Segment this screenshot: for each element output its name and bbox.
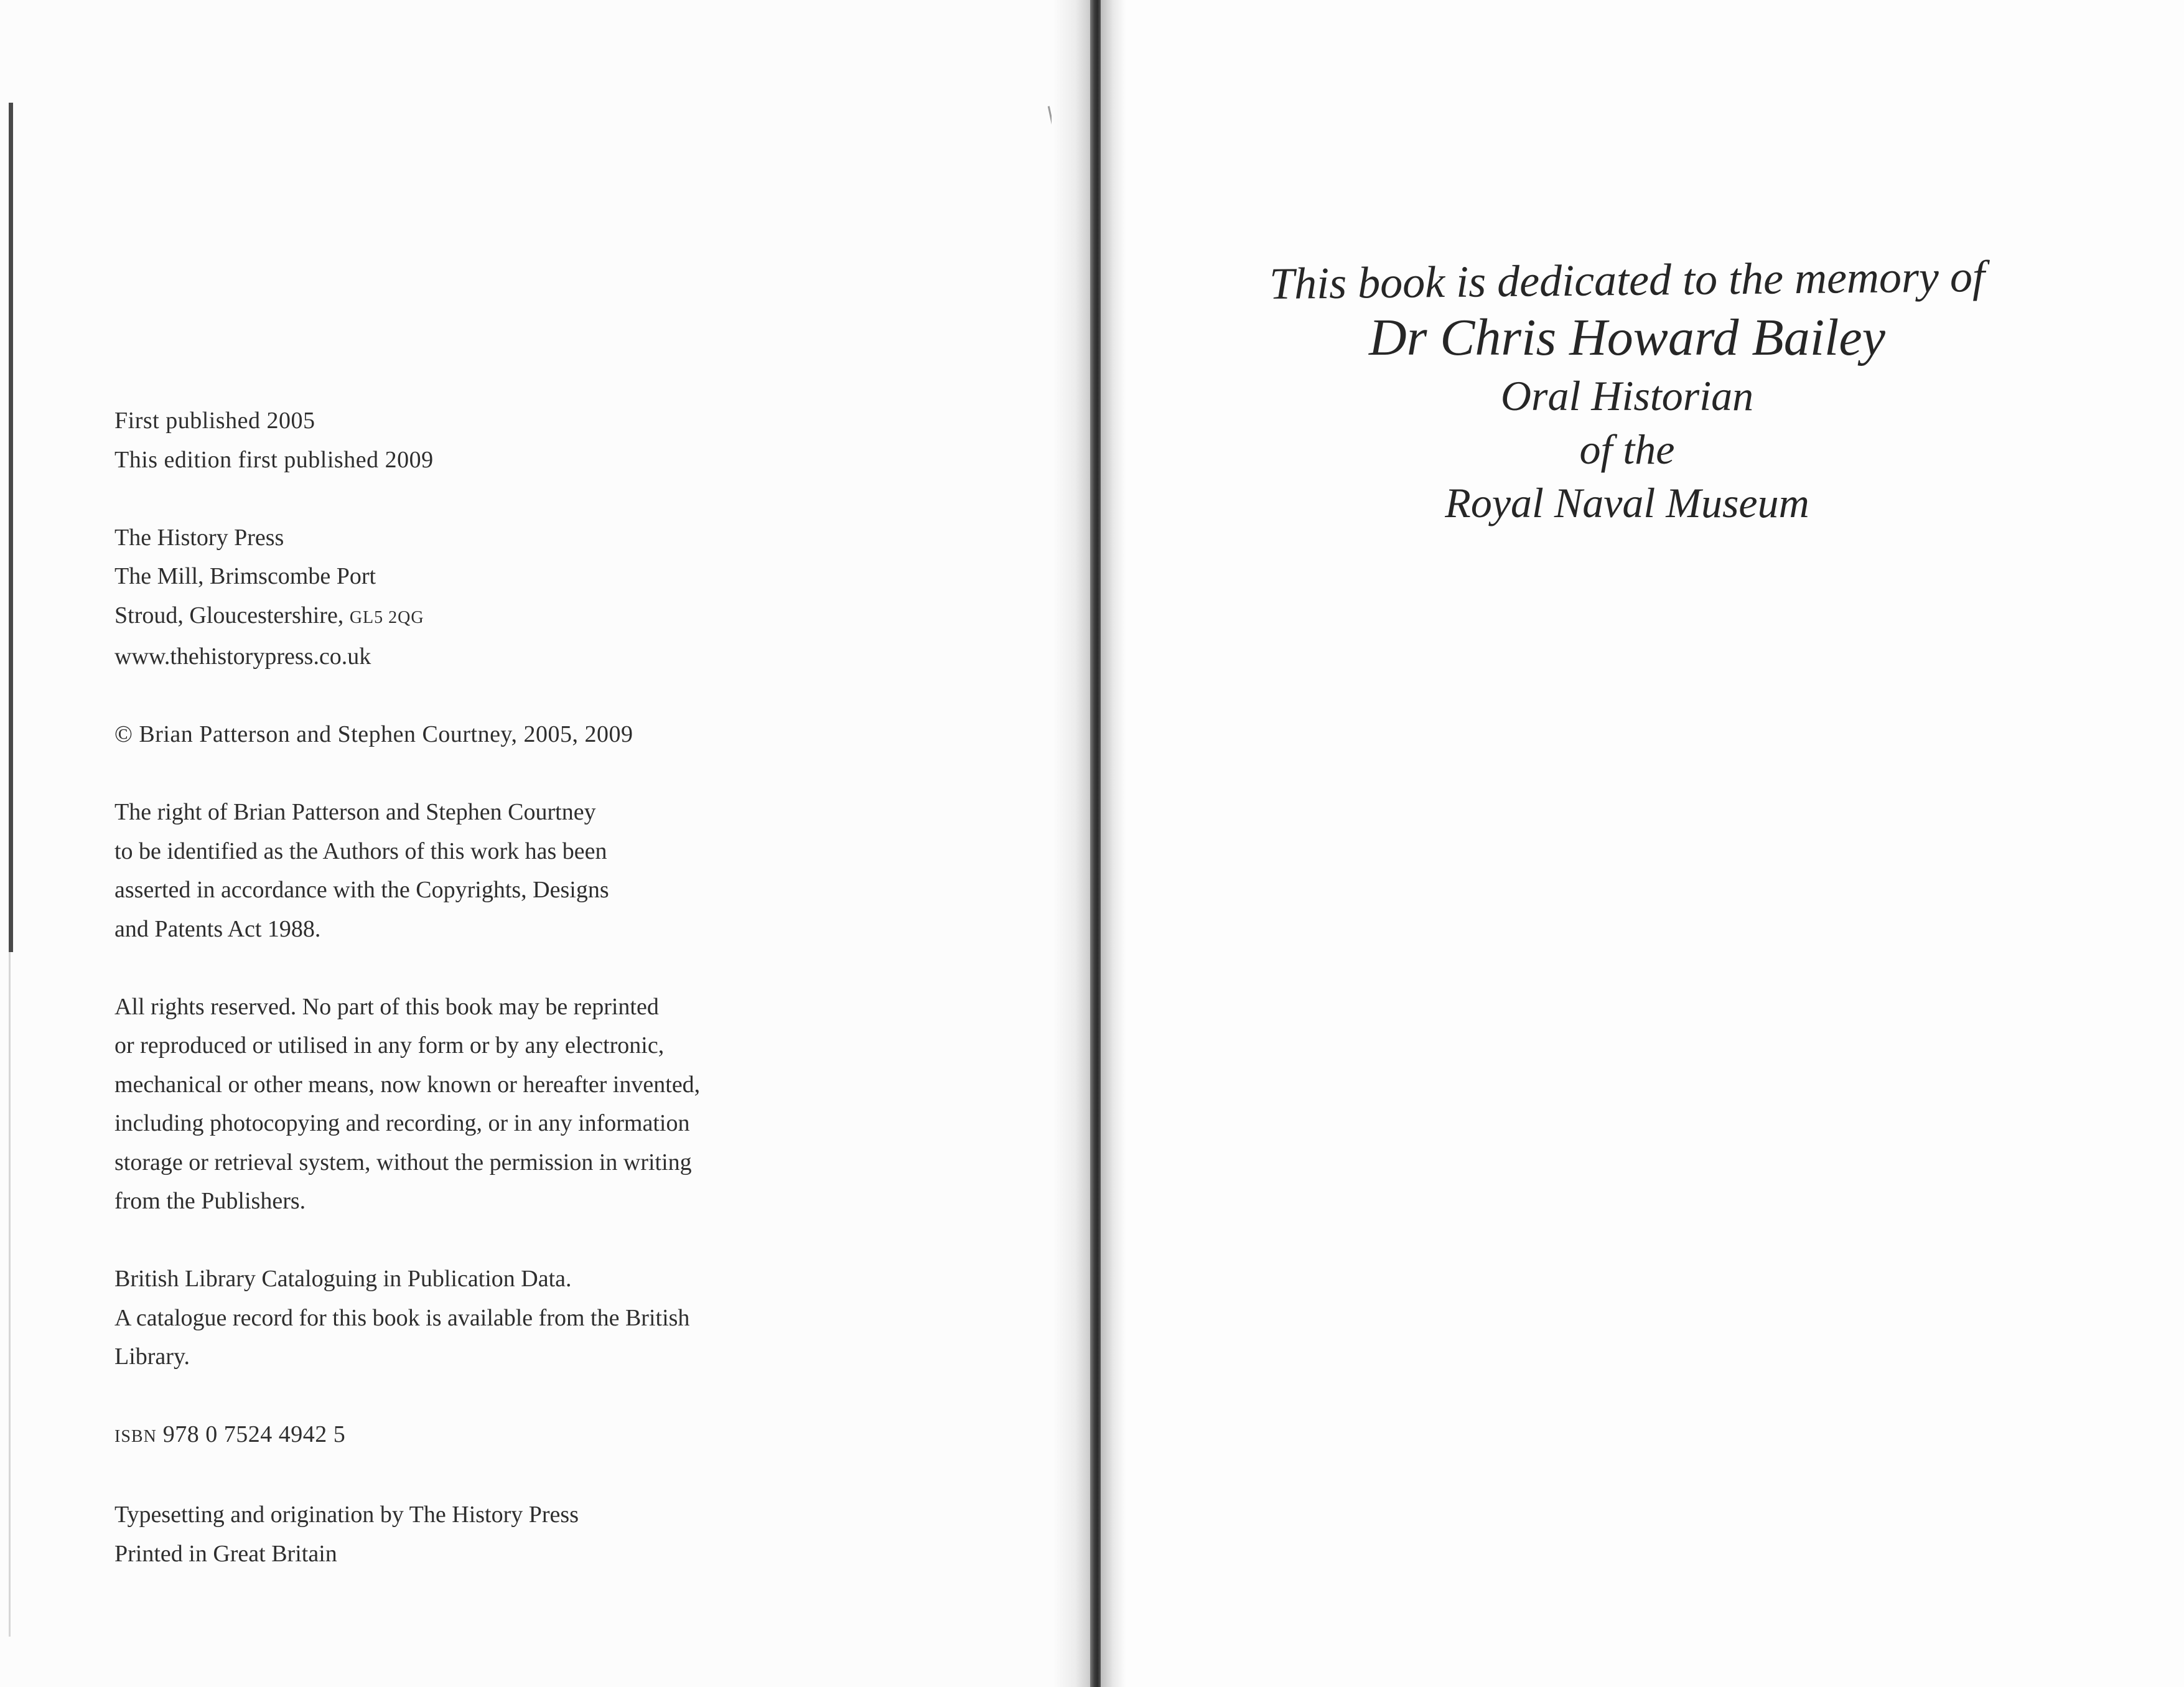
dedication-of-the: of the xyxy=(1579,426,1675,473)
all-rights-line: or reproduced or utilised in any form or by any electronic, xyxy=(114,1032,665,1058)
publisher-address-line1: The Mill, Brimscombe Port xyxy=(114,563,376,589)
dedication-intro: This book is dedicated to the memory of xyxy=(1269,251,1986,309)
typesetting-line: Typesetting and origination by The History Press xyxy=(114,1502,579,1528)
publication-history xyxy=(114,401,799,479)
isbn-label: ISBN xyxy=(114,1427,157,1446)
scan-edge-line xyxy=(9,103,13,952)
first-published: First published 2005 xyxy=(114,408,315,434)
publisher-town: Stroud, Gloucestershire, xyxy=(114,602,350,629)
isbn-number: 978 0 7524 4942 5 xyxy=(156,1421,346,1447)
copyright-line: © Brian Patterson and Stephen Courtney, 2005, 2009 xyxy=(114,721,633,747)
publisher-name: The History Press xyxy=(114,524,284,551)
production-paragraph xyxy=(114,1495,799,1573)
cataloguing-line: Library. xyxy=(114,1344,190,1370)
cataloguing-paragraph xyxy=(114,1259,799,1376)
isbn-paragraph xyxy=(114,1415,799,1457)
moral-rights-line: asserted in accordance with the Copyrights, Designs xyxy=(114,877,609,903)
scan-edge-faint xyxy=(9,952,11,1637)
all-rights-paragraph xyxy=(114,988,799,1221)
all-rights-line: including photocopying and recording, or in any information xyxy=(114,1110,690,1136)
printed-line: Printed in Great Britain xyxy=(114,1540,337,1567)
moral-rights-paragraph xyxy=(114,793,799,948)
dedicatee-role: Oral Historian xyxy=(1500,372,1754,419)
cataloguing-line: A catalogue record for this book is available from the British xyxy=(114,1304,690,1331)
moral-rights-line: to be identified as the Authors of this work has been xyxy=(114,838,607,864)
copyright-block xyxy=(114,401,799,1573)
dedicatee-institution: Royal Naval Museum xyxy=(1445,479,1809,526)
publisher-address-line2 xyxy=(114,596,799,638)
dedicatee-name: Dr Chris Howard Bailey xyxy=(1369,309,1885,367)
publisher-address xyxy=(114,518,799,676)
edition-published: This edition first published 2009 xyxy=(114,446,434,473)
all-rights-line: from the Publishers. xyxy=(114,1188,306,1214)
publisher-postcode: GL5 2QG xyxy=(349,607,424,627)
dedication-block xyxy=(1213,252,2041,530)
moral-rights-line: and Patents Act 1988. xyxy=(114,915,321,942)
isbn-line xyxy=(114,1415,799,1457)
cataloguing-line: British Library Cataloguing in Publication Data. xyxy=(114,1266,572,1292)
moral-rights-line: The right of Brian Patterson and Stephen Courtney xyxy=(114,799,596,825)
copyright-notice xyxy=(114,715,799,754)
publisher-website: www.thehistorypress.co.uk xyxy=(114,643,371,670)
all-rights-line: storage or retrieval system, without the permission in writing xyxy=(114,1149,692,1175)
copyright-page xyxy=(0,0,1086,1687)
all-rights-line: mechanical or other means, now known or hereafter invented, xyxy=(114,1071,701,1098)
all-rights-line: All rights reserved. No part of this book may be reprinted xyxy=(114,993,659,1020)
